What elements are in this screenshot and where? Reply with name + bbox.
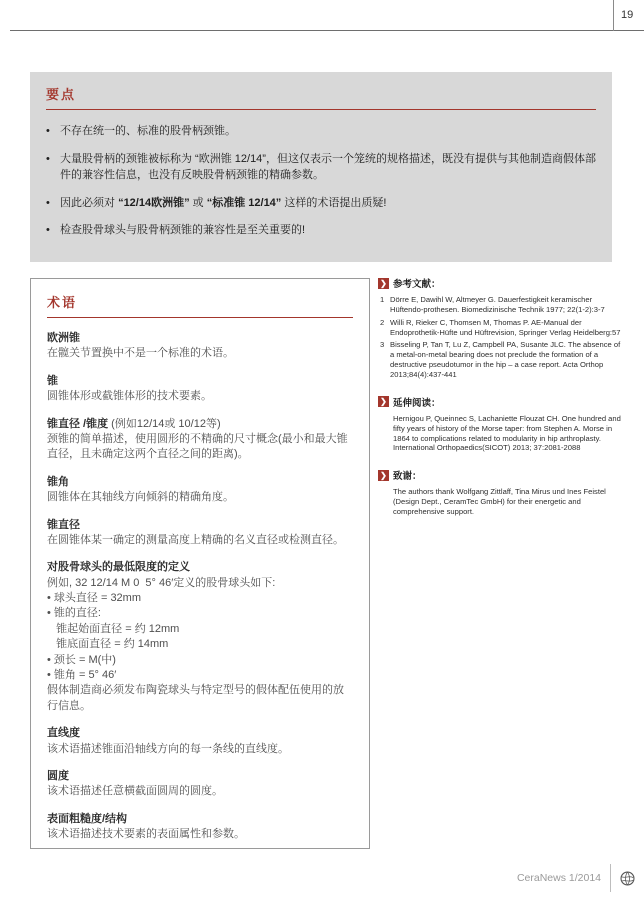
key-point-bullet [46, 222, 596, 239]
term-block [47, 331, 353, 362]
term-description-line: 颈锥的简单描述，使用圆形的不精确的尺寸概念(最小和最大锥直径，且未确定这两个直径之间的距离)。 [47, 432, 348, 461]
bullet-marker: • [46, 196, 50, 209]
reference-item [378, 318, 624, 338]
term-description-line: 该术语描述技术要素的表面属性和参数。 [47, 828, 245, 841]
reference-text: Willi R, Rieker C, Thomsen M, Thomas P. AE-Manual der Endoprothetik-Hüfte und Hüftrevision, Springer Verlag Heidelberg:57 [390, 317, 621, 337]
term-name: 欧洲锥 [47, 332, 80, 344]
further-reading-section [378, 395, 624, 453]
further-reading-text: Hernigou P, Queinnec S, Lachaniette Flouzat CH. One hundred and fifty years of history of the Morse taper: from Stephen A. Morse in 1864 to complications related to modularity in hip arthroplasty. International Orthopaedics(SICOT) 2013; 37:2081-2088 [393, 413, 621, 453]
term-name: 圆度 [47, 769, 69, 782]
references-heading-row [378, 276, 624, 290]
header-rule [10, 30, 644, 31]
acknowledgement-section [378, 468, 624, 517]
terminology-rule [47, 317, 353, 318]
right-column [378, 276, 624, 532]
terminology-title: 术语 [47, 295, 78, 310]
ceranews-globe-logo-icon [619, 870, 636, 887]
acknowledgement-heading: 致谢： [393, 471, 422, 483]
terminology-panel [30, 278, 370, 849]
term-description-line: 该术语描述锥面沿轴线方向的每一条线的直线度。 [47, 742, 289, 755]
term-block [47, 518, 353, 549]
key-point-text: 检查股骨球头与股骨柄颈锥的兼容性是至关重要的! [60, 224, 306, 236]
term-description-line: • 颈长 = M(中) [47, 653, 116, 666]
bullet-marker: • [46, 224, 50, 236]
term-block [47, 726, 353, 757]
key-point-bullet [46, 151, 596, 184]
footer-divider [610, 864, 611, 892]
term-description-line: 锥底面直径 = 约 14mm [47, 638, 169, 651]
term-description-line: 在圆锥体某一确定的测量高度上精确的名义直径或检测直径。 [47, 533, 344, 546]
reference-number: 2 [380, 317, 385, 327]
chevron-right-icon: ❯ [378, 278, 389, 289]
further-reading-heading-row [378, 395, 624, 409]
chevron-right-icon: ❯ [378, 396, 389, 407]
acknowledgement-heading-row [378, 468, 624, 482]
term-block [47, 374, 353, 405]
term-description-line: 例如, 32 12/14 M 0 5° 46′定义的股骨球头如下: [47, 576, 276, 589]
reference-number: 1 [380, 295, 385, 304]
references-list [378, 295, 624, 380]
term-name: 锥直径 /锥度 (例如12/14或 10/12等) [47, 417, 221, 430]
reference-text: Bisseling P, Tan T, Lu Z, Campbell PA, Susante JLC. The absence of a metal-on-metal bearing does not preclude the formation of a destructive pseudotumor in the hip – a case report. Acta Orthop 2013;84(4):437-441 [390, 340, 621, 380]
term-description-line: 该术语描述任意横截面圆周的圆度。 [47, 785, 223, 798]
term-block [47, 812, 353, 843]
term-name: 锥角 [47, 475, 69, 488]
term-description-line: • 锥角 = 5° 46′ [47, 669, 117, 682]
key-points-title: 要点 [46, 87, 77, 102]
term-name: 表面粗糙度/结构 [47, 812, 128, 825]
reference-item [378, 340, 624, 379]
reference-text: Dörre E, Dawihl W, Altmeyer G. Dauerfestigkeit keramischer Hüftendo-prothesen. Biomedizinische Technik 1977; 22(1-2):3-7 [390, 295, 605, 314]
references-heading: 参考文献： [393, 279, 441, 290]
term-description-line: 圆锥体形或截锥体形的技术要素。 [47, 390, 212, 403]
term-description-line: 圆锥体在其轴线方向倾斜的精确角度。 [47, 491, 234, 504]
term-description-line: • 锥的直径: [47, 607, 101, 620]
page-number-divider [613, 0, 614, 31]
term-block [47, 475, 353, 506]
key-point-text: 大量股骨柄的颈锥被标称为 “欧洲锥 12/14”，但这仅表示一个笼统的规格描述，既没有提供与其他制造商假体部件的兼容性信息，也没有反映股骨柄颈锥的精确参数。 [60, 152, 596, 181]
reference-number: 3 [380, 340, 385, 350]
key-point-text: 因此必须对 “12/14欧洲锥” 或 “标准锥 12/14” 这样的术语提出质疑! [60, 196, 387, 209]
journal-name: CeraNews 1/2014 [516, 872, 601, 884]
further-reading-heading: 延伸阅读： [393, 397, 441, 409]
key-points-panel [30, 72, 612, 262]
key-points-rule [46, 109, 596, 110]
page-number: 19 [621, 9, 634, 21]
key-points-bullet-list [46, 123, 596, 239]
term-description-line: • 球头直径 = 32mm [47, 592, 142, 605]
term-name: 对股骨球头的最低限度的定义 [47, 561, 190, 574]
key-point-text: 不存在统一的、标准的股骨柄颈锥。 [60, 125, 236, 137]
chevron-right-icon: ❯ [378, 470, 389, 481]
key-point-bullet [46, 123, 596, 140]
term-description-line: 锥起始面直径 = 约 12mm [47, 622, 180, 635]
term-name: 锥直径 [47, 518, 80, 531]
page-footer [517, 864, 636, 892]
term-name: 直线度 [47, 727, 80, 740]
term-name-note: (例如12/14或 10/12等) [108, 417, 221, 430]
term-block [47, 769, 353, 800]
term-block [47, 417, 353, 463]
terminology-term-list [47, 331, 353, 843]
acknowledgement-text: The authors thank Wolfgang Zittlaff, Tina Mirus und Ines Feistel (Design Dept., CeramTec GmbH) for their energetic and comprehensive support. [393, 487, 606, 517]
term-name: 锥 [47, 374, 58, 387]
term-description-line: 在髋关节置换中不是一个标准的术语。 [47, 347, 234, 360]
key-point-bullet [46, 195, 596, 212]
term-block [47, 560, 353, 714]
bullet-marker: • [46, 125, 50, 137]
reference-item [378, 295, 624, 315]
term-description-line: 假体制造商必须发布陶瓷球头与特定型号的假体配伍使用的放行信息。 [47, 684, 344, 712]
bullet-marker: • [46, 152, 50, 165]
references-section [378, 276, 624, 380]
